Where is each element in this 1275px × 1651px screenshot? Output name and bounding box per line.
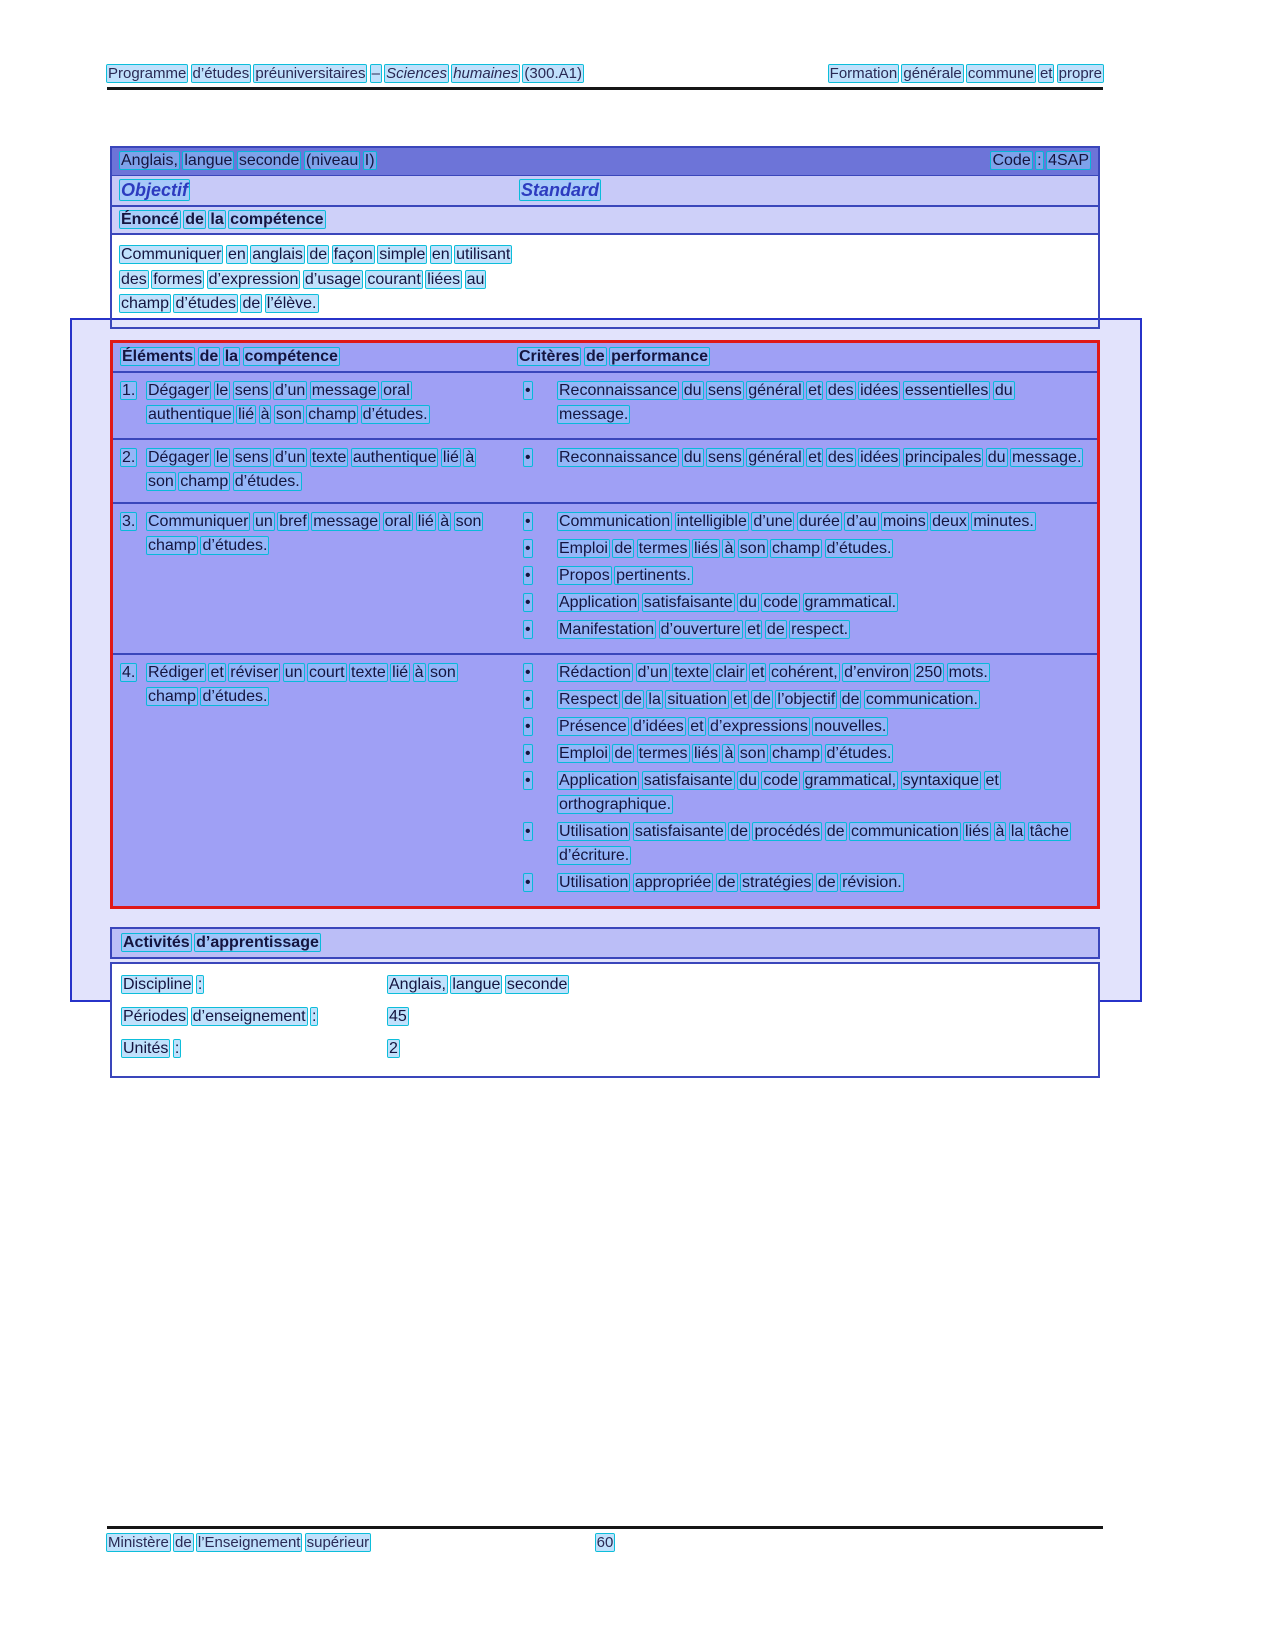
criterion bbox=[518, 510, 1089, 534]
objectif-label: Objectif bbox=[121, 179, 189, 200]
criterion-text: Emploi de termes liés à son champ d’études. bbox=[559, 745, 892, 763]
elements-table-header bbox=[113, 343, 1097, 371]
criteres-header: Critères de performance bbox=[519, 348, 708, 366]
elements-header: Éléments de la compétence bbox=[122, 348, 338, 366]
course-code: Code : 4SAP bbox=[992, 152, 1089, 169]
element-number: 2. bbox=[122, 449, 136, 467]
field-value: 2 bbox=[389, 1040, 398, 1058]
criterion bbox=[518, 446, 1089, 470]
table-row bbox=[113, 438, 1097, 502]
bullet-icon: • bbox=[525, 823, 531, 841]
criterion bbox=[518, 537, 1089, 561]
program-title-prefix: Programme d’études préuniversitaires – bbox=[108, 65, 380, 82]
page-header bbox=[107, 64, 1103, 84]
criterion-text: Présence d’idées et d’expressions nouvelles. bbox=[559, 718, 887, 736]
criterion bbox=[518, 871, 1089, 895]
criterion-text: Utilisation satisfaisante de procédés de communication liés à la tâche d’écriture. bbox=[559, 823, 1069, 865]
page-number-wrap bbox=[107, 1534, 1103, 1551]
bullet-icon: • bbox=[525, 664, 531, 682]
bullet-icon: • bbox=[525, 540, 531, 558]
activites-heading: Activités d’apprentissage bbox=[110, 927, 1100, 959]
bullet-icon: • bbox=[525, 594, 531, 612]
bullet-icon: • bbox=[525, 449, 531, 467]
field-row bbox=[122, 1008, 1088, 1026]
course-title: Anglais, langue seconde (niveau I) bbox=[121, 152, 375, 169]
element-number: 4. bbox=[122, 664, 136, 682]
formation-label: Formation générale commune et propre bbox=[829, 65, 1102, 82]
criterion-text: Communication intelligible d’une durée d’au moins deux minutes. bbox=[559, 513, 1034, 531]
enonce-heading: Énoncé de la compétence bbox=[112, 205, 1098, 235]
criterion bbox=[518, 564, 1089, 588]
main-content bbox=[110, 146, 1100, 1078]
criteria-cell bbox=[518, 379, 1097, 430]
criterion bbox=[518, 618, 1089, 642]
ministry-label: Ministère de l’Enseignement supérieur bbox=[108, 1534, 370, 1551]
elements-table bbox=[110, 340, 1100, 909]
criterion bbox=[518, 742, 1089, 766]
element-text: Dégager le sens d’un message oral authentique lié à son champ d’études. bbox=[148, 382, 428, 424]
field-label: Périodes d’enseignement : bbox=[123, 1008, 317, 1026]
criterion-text: Manifestation d’ouverture et de respect. bbox=[559, 621, 849, 639]
criterion bbox=[518, 688, 1089, 712]
criterion-text: Utilisation appropriée de stratégies de révision. bbox=[559, 874, 902, 892]
field-row bbox=[122, 1040, 1088, 1058]
element-number: 1. bbox=[122, 382, 136, 400]
field-value: Anglais, langue seconde bbox=[389, 976, 568, 994]
bullet-icon: • bbox=[525, 772, 531, 790]
criterion-text: Application satisfaisante du code grammatical, syntaxique et orthographique. bbox=[559, 772, 999, 814]
criteria-cell bbox=[518, 446, 1097, 494]
element-cell bbox=[113, 510, 518, 645]
course-header-bar bbox=[112, 148, 1098, 175]
bullet-icon: • bbox=[525, 745, 531, 763]
footer-divider bbox=[107, 1526, 1103, 1529]
bullet-icon: • bbox=[525, 621, 531, 639]
column-headers bbox=[112, 175, 1098, 205]
table-row bbox=[113, 653, 1097, 906]
criterion bbox=[518, 379, 1089, 427]
criterion-text: Rédaction d’un texte clair et cohérent, d’environ 250 mots. bbox=[559, 664, 988, 682]
criterion-text: Respect de la situation et de l’objectif de communication. bbox=[559, 691, 978, 709]
table-row bbox=[113, 502, 1097, 653]
criterion-text: Propos pertinents. bbox=[559, 567, 691, 585]
discipline-box bbox=[110, 962, 1100, 1078]
program-title-suffix: (300.A1) bbox=[524, 65, 582, 82]
bullet-icon: • bbox=[525, 513, 531, 531]
field-value: 45 bbox=[389, 1008, 407, 1026]
element-text: Rédiger et réviser un court texte lié à son champ d’études. bbox=[148, 664, 456, 706]
criteria-cell bbox=[518, 510, 1097, 645]
field-row bbox=[122, 976, 1088, 994]
element-cell bbox=[113, 446, 518, 494]
table-row bbox=[113, 371, 1097, 438]
criterion bbox=[518, 661, 1089, 685]
element-cell bbox=[113, 661, 518, 898]
bullet-icon: • bbox=[525, 567, 531, 585]
criterion-text: Application satisfaisante du code grammatical. bbox=[559, 594, 897, 612]
bullet-icon: • bbox=[525, 691, 531, 709]
criterion-text: Reconnaissance du sens général et des idées essentielles du message. bbox=[559, 382, 1013, 424]
bullet-icon: • bbox=[525, 874, 531, 892]
header-divider bbox=[107, 87, 1103, 90]
criterion-text: Reconnaissance du sens général et des idées principales du message. bbox=[559, 449, 1082, 467]
program-title-italic: Sciences humaines bbox=[386, 65, 519, 82]
field-label: Unités : bbox=[123, 1040, 180, 1058]
element-text: Communiquer un bref message oral lié à son champ d’études. bbox=[148, 513, 482, 555]
program-title bbox=[107, 64, 583, 84]
bullet-icon: • bbox=[525, 382, 531, 400]
criterion bbox=[518, 591, 1089, 615]
element-text: Dégager le sens d’un texte authentique lié à son champ d’études. bbox=[148, 449, 475, 491]
field-label: Discipline : bbox=[123, 976, 203, 994]
enonce-body: Communiquer en anglais de façon simple en utilisant des formes d’expression d’usage courant liées au champ d’études de l’élève. bbox=[121, 245, 511, 313]
criterion-text: Emploi de termes liés à son champ d’études. bbox=[559, 540, 892, 558]
element-cell bbox=[113, 379, 518, 430]
standard-label: Standard bbox=[521, 179, 600, 200]
criterion bbox=[518, 769, 1089, 817]
criterion bbox=[518, 820, 1089, 868]
page-number: 60 bbox=[596, 1534, 614, 1551]
element-number: 3. bbox=[122, 513, 136, 531]
criteria-cell bbox=[518, 661, 1097, 898]
objective-standard-box bbox=[110, 146, 1100, 329]
bullet-icon: • bbox=[525, 718, 531, 736]
criterion bbox=[518, 715, 1089, 739]
